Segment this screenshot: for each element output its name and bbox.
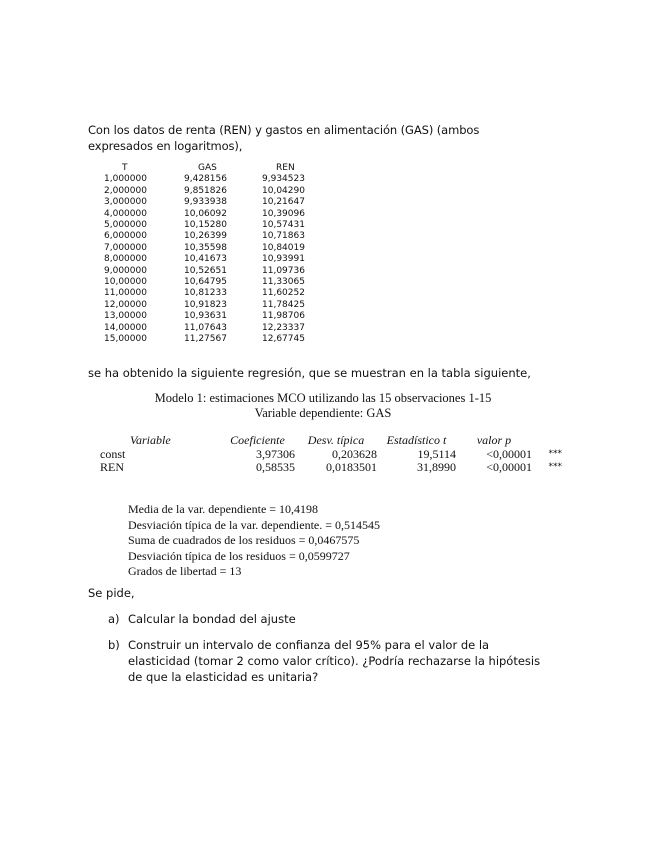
- data-table-cell: 4,000000: [104, 208, 147, 219]
- data-table-cell: 9,933938: [184, 197, 227, 208]
- data-table-cell: 9,428156: [184, 174, 227, 185]
- stat-line: Suma de cuadrados de los residuos = 0,0467575: [128, 533, 360, 547]
- data-table-cell: 11,33065: [262, 277, 305, 288]
- header-ren: REN: [276, 163, 295, 173]
- question-a-text: Calcular la bondad del ajuste: [128, 612, 296, 626]
- data-table-cell: 10,04290: [262, 185, 305, 196]
- coef-header-variable: Variable: [130, 433, 171, 447]
- data-table-cell: 8,000000: [104, 254, 147, 265]
- data-table-row: [100, 197, 342, 208]
- coefficients-table: [100, 433, 562, 474]
- stat-line: Media de la var. dependiente = 10,4198: [128, 502, 319, 516]
- data-table-cell: 6,000000: [104, 231, 147, 242]
- stat-line: Desviación típica de los residuos = 0,0599727: [128, 548, 350, 563]
- data-table-cell: 3,000000: [104, 197, 147, 208]
- data-table-cell: 9,851826: [184, 185, 227, 196]
- question-b-text: Construir un intervalo de confianza del 95% para el valor de la elasticidad (tomar 2 como valor crítico). ¿Podría rechazarse la hipótesis de que la elasticidad es unitaria?: [128, 638, 541, 684]
- coef-cell: <0,00001: [486, 460, 532, 474]
- data-table-row: [100, 266, 342, 277]
- data-table-cell: 10,71863: [262, 231, 305, 242]
- se-pide: Se pide,: [88, 586, 135, 600]
- coef-cell: 31,8990: [417, 460, 456, 474]
- question-b-label: b): [108, 638, 120, 652]
- data-table-body: [100, 174, 342, 345]
- coef-header-stars: [532, 433, 562, 448]
- data-table-cell: 10,64795: [184, 277, 227, 288]
- intro-paragraph: [88, 122, 558, 154]
- data-table-cell: 13,00000: [104, 311, 147, 322]
- data-table-cell: 11,07643: [184, 322, 227, 333]
- data-table-cell: 10,93991: [262, 254, 305, 265]
- header-gas: GAS: [198, 163, 217, 173]
- data-table-row: [100, 300, 342, 311]
- data-table-cell: 11,27567: [184, 334, 227, 345]
- data-table-cell: 10,06092: [184, 208, 227, 219]
- data-table-cell: 7,000000: [104, 242, 147, 253]
- coef-cell: 0,203628: [332, 447, 377, 461]
- coef-cell: 0,0183501: [326, 460, 377, 474]
- coef-header-t: Estadístico t: [386, 433, 447, 447]
- data-table-cell: 11,78425: [262, 299, 305, 310]
- data-table-row: [100, 323, 342, 334]
- data-table-cell: 2,000000: [104, 185, 147, 196]
- data-table-row: [100, 186, 342, 197]
- data-table-row: [100, 231, 342, 242]
- coef-header-p: valor p: [476, 433, 512, 447]
- data-table-cell: 10,84019: [262, 242, 305, 253]
- data-table-cell: 1,000000: [104, 174, 147, 185]
- intro-line-1: Con los datos de renta (REN) y gastos en alimentación (GAS) (ambos: [88, 123, 480, 137]
- coef-header-row: [100, 433, 562, 448]
- data-table-cell: 5,000000: [104, 220, 147, 231]
- data-table-cell: 10,39096: [262, 208, 305, 219]
- coef-cell: ***: [548, 449, 562, 459]
- coef-header-desv: Desv. típica: [307, 433, 365, 447]
- coef-header-coeficiente: Coeficiente: [230, 433, 285, 447]
- data-table-cell: 11,60252: [262, 288, 305, 299]
- data-table-cell: 11,98706: [262, 311, 305, 322]
- stat-line: Grados de libertad = 13: [128, 564, 242, 578]
- data-table-cell: 10,52651: [184, 265, 227, 276]
- data-table-row: [100, 220, 342, 231]
- data-table-cell: 10,00000: [104, 277, 147, 288]
- data-table: [100, 163, 342, 346]
- data-table-cell: 10,91823: [184, 299, 227, 310]
- data-table-cell: 12,00000: [104, 299, 147, 310]
- regression-intro: se ha obtenido la siguiente regresión, que se muestran en la tabla siguiente,: [88, 366, 531, 380]
- data-table-cell: 10,81233: [184, 288, 227, 299]
- coef-row: [100, 461, 562, 474]
- data-table-row: [100, 288, 342, 299]
- question-b: [108, 637, 548, 685]
- data-table-cell: 10,57431: [262, 220, 305, 231]
- data-table-cell: 9,934523: [262, 174, 305, 185]
- data-table-cell: 11,00000: [104, 288, 147, 299]
- coef-cell: 0,58535: [256, 460, 295, 474]
- data-table-row: [100, 174, 342, 185]
- data-table-cell: 10,15280: [184, 220, 227, 231]
- question-a-label: a): [108, 612, 120, 626]
- model-header: [88, 391, 558, 421]
- question-a: [108, 611, 548, 627]
- data-table-cell: 15,00000: [104, 334, 147, 345]
- data-table-row: [100, 334, 342, 345]
- data-table-cell: 10,93631: [184, 311, 227, 322]
- data-table-row: [100, 254, 342, 265]
- header-t: T: [122, 163, 128, 173]
- data-table-row: [100, 277, 342, 288]
- coef-cell: REN: [100, 460, 124, 474]
- coefficients-body: [100, 448, 562, 474]
- data-table-header-row: [100, 163, 342, 174]
- data-table-cell: 11,09736: [262, 265, 305, 276]
- data-table-cell: 10,35598: [184, 242, 227, 253]
- data-table-cell: 10,41673: [184, 254, 227, 265]
- data-table-cell: 10,21647: [262, 197, 305, 208]
- coef-cell: const: [100, 447, 126, 461]
- stat-line: Desviación típica de la var. dependiente. = 0,514545: [128, 517, 381, 532]
- coef-cell: <0,00001: [486, 447, 532, 461]
- model-dependent: Variable dependiente: GAS: [254, 406, 392, 420]
- data-table-row: [100, 209, 342, 220]
- summary-statistics: [128, 502, 380, 580]
- coef-cell: ***: [548, 462, 562, 472]
- data-table-row: [100, 311, 342, 322]
- data-table-cell: 12,67745: [262, 334, 305, 345]
- intro-line-2: expresados en logaritmos),: [88, 139, 243, 153]
- data-table-cell: 14,00000: [104, 322, 147, 333]
- data-table-row: [100, 243, 342, 254]
- data-table-cell: 10,26399: [184, 231, 227, 242]
- model-title: Modelo 1: estimaciones MCO utilizando las 15 observaciones 1-15: [154, 391, 492, 405]
- data-table-cell: 12,23337: [262, 322, 305, 333]
- data-table-cell: 9,000000: [104, 265, 147, 276]
- coef-cell: 19,5114: [417, 447, 456, 461]
- coef-cell: 3,97306: [256, 447, 295, 461]
